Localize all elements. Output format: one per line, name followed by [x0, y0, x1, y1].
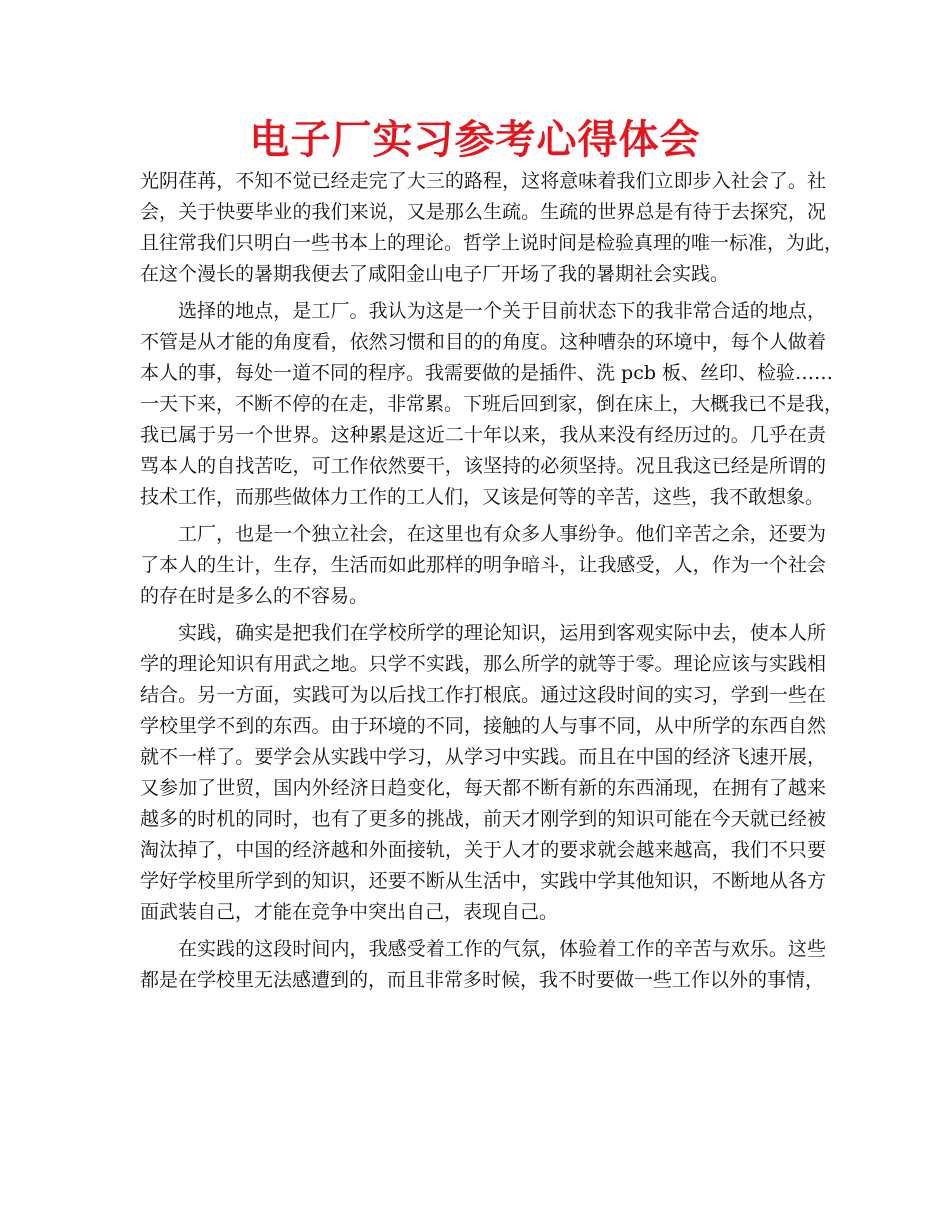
paragraph-line: 技术工作，而那些做体力工作的工人们，又该是何等的辛苦，这些，我不敢想象。: [140, 486, 825, 508]
paragraph-line: 学的理论知识有用武之地。只学不实践，那么所学的就等于零。理论应该与实践相: [140, 653, 826, 675]
paragraph-line: 一天下来，不断不停的在走，非常累。下班后回到家，倒在床上，大概我已不是我，: [140, 393, 844, 415]
paragraph-line: 骂本人的自找苦吃，可工作依然要干，该坚持的必须坚持。况且我这已经是所谓的: [140, 455, 826, 477]
paragraph-line: 且往常我们只明白一些书本上的理论。哲学上说时间是检验真理的唯一标准，为此，: [140, 232, 844, 254]
paragraph-line: 面武装自己，才能在竞争中突出自己，表现自己。: [140, 901, 559, 923]
document-title: 电子厂实习参考心得体会: [249, 117, 701, 163]
paragraph-line: 结合。另一方面，实践可为以后找工作打根底。通过这段时间的实习，学到一些在: [140, 684, 826, 706]
paragraph: [140, 519, 826, 612]
paragraph: [140, 296, 844, 513]
paragraph-line: 就不一样了。要学会从实践中学习，从学习中实践。而且在中国的经济飞速开展，: [140, 746, 826, 768]
paragraph: [140, 618, 826, 928]
paragraph-line: 越多的时机的同时，也有了更多的挑战，前天才刚学到的知识可能在今天就已经被: [140, 808, 826, 830]
paragraph-line: 学好学校里所学到的知识，还要不断从生活中，实践中学其他知识，不断地从各方: [140, 870, 826, 892]
paragraph-line: 本人的事，每处一道不同的程序。我需要做的是插件、洗 pcb 板、丝印、检验……: [140, 362, 834, 384]
paragraph: [140, 166, 844, 290]
paragraph-line: 工厂，也是一个独立社会，在这里也有众多人事纷争。他们辛苦之余，还要为: [178, 523, 826, 545]
paragraph-line: 选择的地点，是工厂。我认为这是一个关于目前状态下的我非常合适的地点，: [178, 300, 826, 322]
paragraph: [140, 934, 826, 996]
document-body: [140, 166, 844, 1002]
paragraph-line: 在实践的这段时间内，我感受着工作的气氛，体验着工作的辛苦与欢乐。这些: [178, 938, 826, 960]
paragraph-line: 学校里学不到的东西。由于环境的不同，接触的人与事不同，从中所学的东西自然: [140, 715, 826, 737]
paragraph-line: 会，关于快要毕业的我们来说，又是那么生疏。生疏的世界总是有待于去探究，况: [140, 201, 826, 223]
paragraph-line: 在这个漫长的暑期我便去了咸阳金山电子厂开场了我的暑期社会实践。: [140, 263, 730, 285]
paragraph-line: 不管是从才能的角度看，依然习惯和目的的角度。这种嘈杂的环境中，每个人做着: [140, 331, 826, 353]
paragraph-line: 我已属于另一个世界。这种累是这近二十年以来，我从来没有经历过的。几乎在责: [140, 424, 826, 446]
paragraph-line: 了本人的生计，生存，生活而如此那样的明争暗斗，让我感受，人，作为一个社会: [140, 554, 826, 576]
paragraph-line: 都是在学校里无法感遭到的，而且非常多时候，我不时要做一些工作以外的事情，: [140, 969, 825, 991]
paragraph-line: 的存在时是多么的不容易。: [140, 585, 369, 607]
paragraph-line: 光阴荏苒，不知不觉已经走完了大三的路程，这将意味着我们立即步入社会了。社: [140, 170, 826, 192]
paragraph-line: 淘汰掉了，中国的经济越和外面接轨，关于人才的要求就会越来越高，我们不只要: [140, 839, 826, 861]
paragraph-line: 实践，确实是把我们在学校所学的理论知识，运用到客观实际中去，使本人所: [178, 622, 826, 644]
paragraph-line: 又参加了世贸，国内外经济日趋变化，每天都不断有新的东西涌现，在拥有了越来: [140, 777, 826, 799]
